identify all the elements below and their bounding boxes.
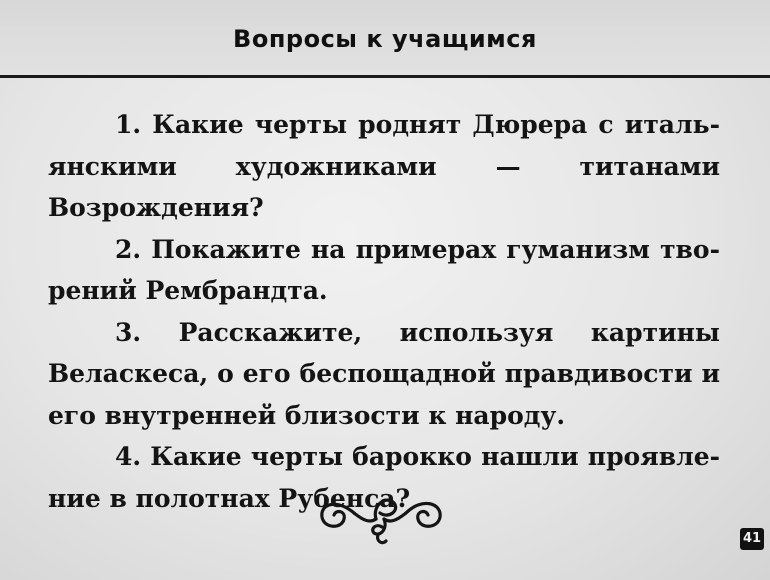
question-1: 1. Какие черты роднят Дюрера с итальянскими художниками — титанами Возрождения? bbox=[48, 110, 720, 222]
header-divider bbox=[0, 75, 770, 78]
questions-list bbox=[48, 104, 720, 519]
question-2: 2. Покажите на примерах гуманизм творений Рембрандта. bbox=[48, 234, 720, 305]
page-number-badge: 41 bbox=[740, 528, 764, 550]
header bbox=[0, 0, 770, 77]
page-title: Вопросы к учащимся bbox=[233, 25, 537, 53]
question-4: 4. Какие черты барокко нашли проявление в полотнах Рубенса? bbox=[48, 442, 720, 513]
question-3: 3. Расскажите, используя картины Веласкеса, о его беспощадной правдивости и его внутренней близости к народу. bbox=[48, 317, 720, 430]
flourish-ornament-icon bbox=[314, 483, 446, 549]
